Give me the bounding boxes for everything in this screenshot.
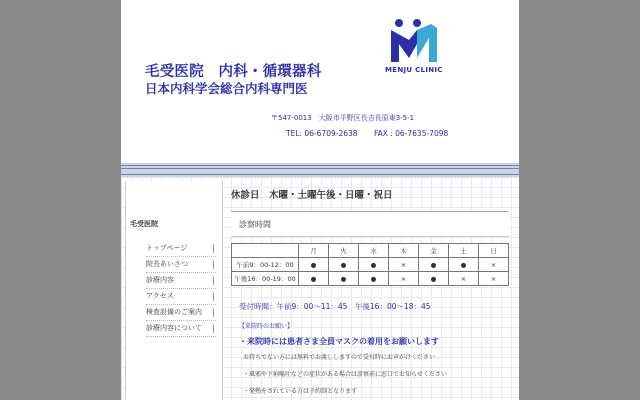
sidebar	[125, 181, 223, 400]
day-header: 月	[299, 244, 329, 258]
site-header	[121, 0, 519, 164]
mask-notice: ・来院時には患者さま全員マスクの着用をお願いします	[239, 337, 439, 346]
phone-number[interactable]: TEL: 06-6709-2638	[286, 129, 358, 138]
header-divider-band	[121, 163, 519, 177]
schedule-cell: ×	[479, 272, 509, 286]
day-header: 日	[479, 244, 509, 258]
sidebar-title: 毛受医院	[130, 220, 158, 228]
fax-number: FAX : 06-7635-7098	[373, 129, 449, 138]
schedule-cell: ●	[299, 258, 329, 272]
schedule-cell: ●	[299, 272, 329, 286]
schedule-cell: ●	[449, 258, 479, 272]
schedule-cell: ●	[419, 258, 449, 272]
schedule-cell: ×	[449, 272, 479, 286]
time-slot-label: 午後16：00-19：00	[232, 272, 299, 286]
clinic-logo-icon[interactable]	[387, 18, 439, 64]
hours-table	[231, 243, 509, 286]
schedule-cell: ●	[329, 272, 359, 286]
schedule-cell: ●	[359, 272, 389, 286]
time-slot-label: 午前9：00-12：00	[232, 258, 299, 272]
page-container	[121, 0, 519, 400]
table-row	[232, 272, 509, 286]
divider-line	[121, 174, 519, 175]
notice-line: ・風邪や下痢嘔吐などの症状がある場合は診察前に窓口でお知らせください	[243, 371, 447, 378]
logo-text: MENJU CLINIC	[385, 66, 443, 74]
clinic-subtitle: 日本内科学会総合内科専門医	[145, 81, 308, 96]
table-row	[232, 258, 509, 272]
nav-item-equipment[interactable]: 検査設備のご案内	[146, 305, 216, 321]
schedule-cell: ×	[389, 258, 419, 272]
contact-info	[286, 129, 462, 138]
clinic-address: 〒547-0013 大阪市平野区長吉長原東3-5-1	[271, 114, 415, 122]
content-area	[121, 177, 519, 400]
schedule-cell: ●	[419, 272, 449, 286]
clinic-name[interactable]: 毛受医院 内科・循環器科	[145, 64, 322, 80]
day-header: 火	[329, 244, 359, 258]
table-corner-cell	[232, 244, 299, 258]
schedule-cell: ●	[329, 258, 359, 272]
reception-hours: 受付時間：午前9：00〜11：45 午後16：00〜18：45	[239, 302, 431, 311]
day-header: 水	[359, 244, 389, 258]
schedule-cell: ×	[389, 272, 419, 286]
day-header: 金	[419, 244, 449, 258]
table-header-row	[232, 244, 509, 258]
nav-item-service-details[interactable]: 診療内容について	[146, 321, 216, 337]
divider-line	[121, 168, 519, 169]
nav-item-services[interactable]: 診療内容	[146, 273, 216, 289]
nav-item-top[interactable]: トップページ	[146, 241, 216, 257]
nav-item-access[interactable]: アクセス	[146, 289, 216, 305]
day-header: 木	[389, 244, 419, 258]
schedule-cell: ●	[359, 258, 389, 272]
sidebar-nav	[146, 241, 216, 337]
notice-line: ・発熱をされている方は予約制となります	[243, 388, 358, 395]
day-header: 土	[449, 244, 479, 258]
divider-line	[121, 165, 519, 166]
notice-line: お持ちでない方には無料でお渡ししますので受付時にお声がけください	[243, 354, 435, 361]
notice-title: 【来院時のお願い】	[239, 323, 294, 330]
nav-item-greeting[interactable]: 院長あいさつ	[146, 257, 216, 273]
schedule-cell: ×	[479, 258, 509, 272]
hours-heading-box	[231, 211, 509, 237]
hours-heading: 診察時間	[239, 220, 271, 229]
closed-days: 休診日 木曜・土曜午後・日曜・祝日	[231, 190, 393, 201]
